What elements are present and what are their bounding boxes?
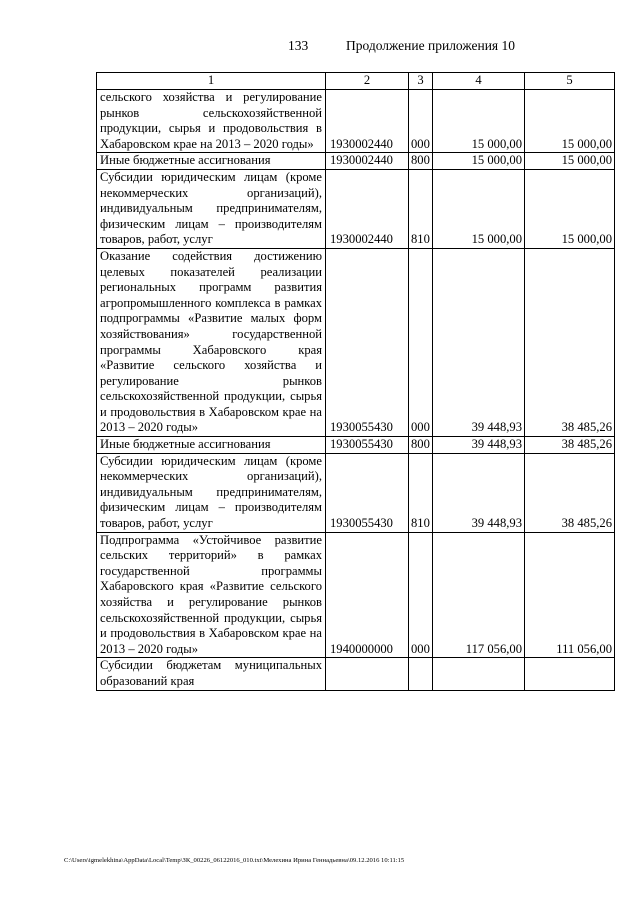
row-description: Иные бюджетные ассигнования xyxy=(97,437,326,454)
row-code: 1930002440 xyxy=(326,90,409,153)
row-amount-col5: 111 056,00 xyxy=(525,532,615,658)
column-header: 2 xyxy=(326,73,409,90)
table-row xyxy=(97,658,615,690)
row-expense-type: 000 xyxy=(409,532,433,658)
row-code: 1930002440 xyxy=(326,169,409,248)
row-description: Подпрограмма «Устойчивое развитие сельских территорий» в рамках государственной программы Хабаровского края «Развитие сельского хозяйства и регулирование рынков сельскохозяйственной продукции, сырья и продовольствия в Хабаровском крае на 2013 – 2020 годы» xyxy=(97,532,326,658)
table-row xyxy=(97,90,615,153)
column-header: 3 xyxy=(409,73,433,90)
row-amount-col5: 38 485,26 xyxy=(525,248,615,436)
table-row xyxy=(97,453,615,532)
row-code: 1940000000 xyxy=(326,532,409,658)
table-header-row xyxy=(97,73,615,90)
row-expense-type: 810 xyxy=(409,453,433,532)
row-description: Оказание содействия достижению целевых показателей реализации региональных программ развития агропромышленного комплекса в рамках подпрограммы «Развитие малых форм хозяйствования» государственной программы Хабаровского края «Развитие сельского хозяйства и регулирование рынков сельскохозяйственной продукции, сырья и продовольствия в Хабаровском крае на 2013 – 2020 годы» xyxy=(97,248,326,436)
row-amount-col4 xyxy=(433,658,525,690)
row-expense-type xyxy=(409,658,433,690)
row-code: 1930002440 xyxy=(326,153,409,170)
footer-file-path: C:\Users\igmelekhina\AppData\Local\Temp\ЗК_00226_06122016_010.txt\Мелехина Ирина Геннадьевна\09.12.2016 10:11:15 xyxy=(64,857,405,864)
row-expense-type: 810 xyxy=(409,169,433,248)
row-amount-col5: 15 000,00 xyxy=(525,169,615,248)
table-row xyxy=(97,532,615,658)
row-description: Иные бюджетные ассигнования xyxy=(97,153,326,170)
row-amount-col4: 39 448,93 xyxy=(433,248,525,436)
budget-table xyxy=(96,72,615,691)
table-row xyxy=(97,153,615,170)
row-amount-col5: 15 000,00 xyxy=(525,90,615,153)
row-description: сельского хозяйства и регулирование рынков сельскохозяйственной продукции, сырья и продовольствия в Хабаровском крае на 2013 – 2020 годы» xyxy=(97,90,326,153)
row-code: 1930055430 xyxy=(326,453,409,532)
row-description: Субсидии бюджетам муниципальных образований края xyxy=(97,658,326,690)
row-expense-type: 000 xyxy=(409,248,433,436)
table-row xyxy=(97,169,615,248)
page-caption: Продолжение приложения 10 xyxy=(346,38,516,53)
column-header: 1 xyxy=(97,73,326,90)
row-amount-col4: 15 000,00 xyxy=(433,169,525,248)
row-amount-col4: 15 000,00 xyxy=(433,153,525,170)
row-description: Субсидии юридическим лицам (кроме некоммерческих организаций), индивидуальным предпринимателям, физическим лицам – производителям товаров, работ, услуг xyxy=(97,453,326,532)
row-amount-col5: 38 485,26 xyxy=(525,437,615,454)
table-row xyxy=(97,248,615,436)
row-amount-col4: 15 000,00 xyxy=(433,90,525,153)
row-expense-type: 800 xyxy=(409,437,433,454)
row-code xyxy=(326,658,409,690)
row-code: 1930055430 xyxy=(326,437,409,454)
column-header: 5 xyxy=(525,73,615,90)
row-amount-col5: 38 485,26 xyxy=(525,453,615,532)
row-amount-col4: 117 056,00 xyxy=(433,532,525,658)
row-amount-col4: 39 448,93 xyxy=(433,453,525,532)
row-expense-type: 000 xyxy=(409,90,433,153)
page-number: 133 xyxy=(288,38,309,53)
row-code: 1930055430 xyxy=(326,248,409,436)
row-description: Субсидии юридическим лицам (кроме некоммерческих организаций), индивидуальным предпринимателям, физическим лицам – производителям товаров, работ, услуг xyxy=(97,169,326,248)
row-amount-col5: 15 000,00 xyxy=(525,153,615,170)
row-amount-col5 xyxy=(525,658,615,690)
row-expense-type: 800 xyxy=(409,153,433,170)
row-amount-col4: 39 448,93 xyxy=(433,437,525,454)
table-row xyxy=(97,437,615,454)
column-header: 4 xyxy=(433,73,525,90)
